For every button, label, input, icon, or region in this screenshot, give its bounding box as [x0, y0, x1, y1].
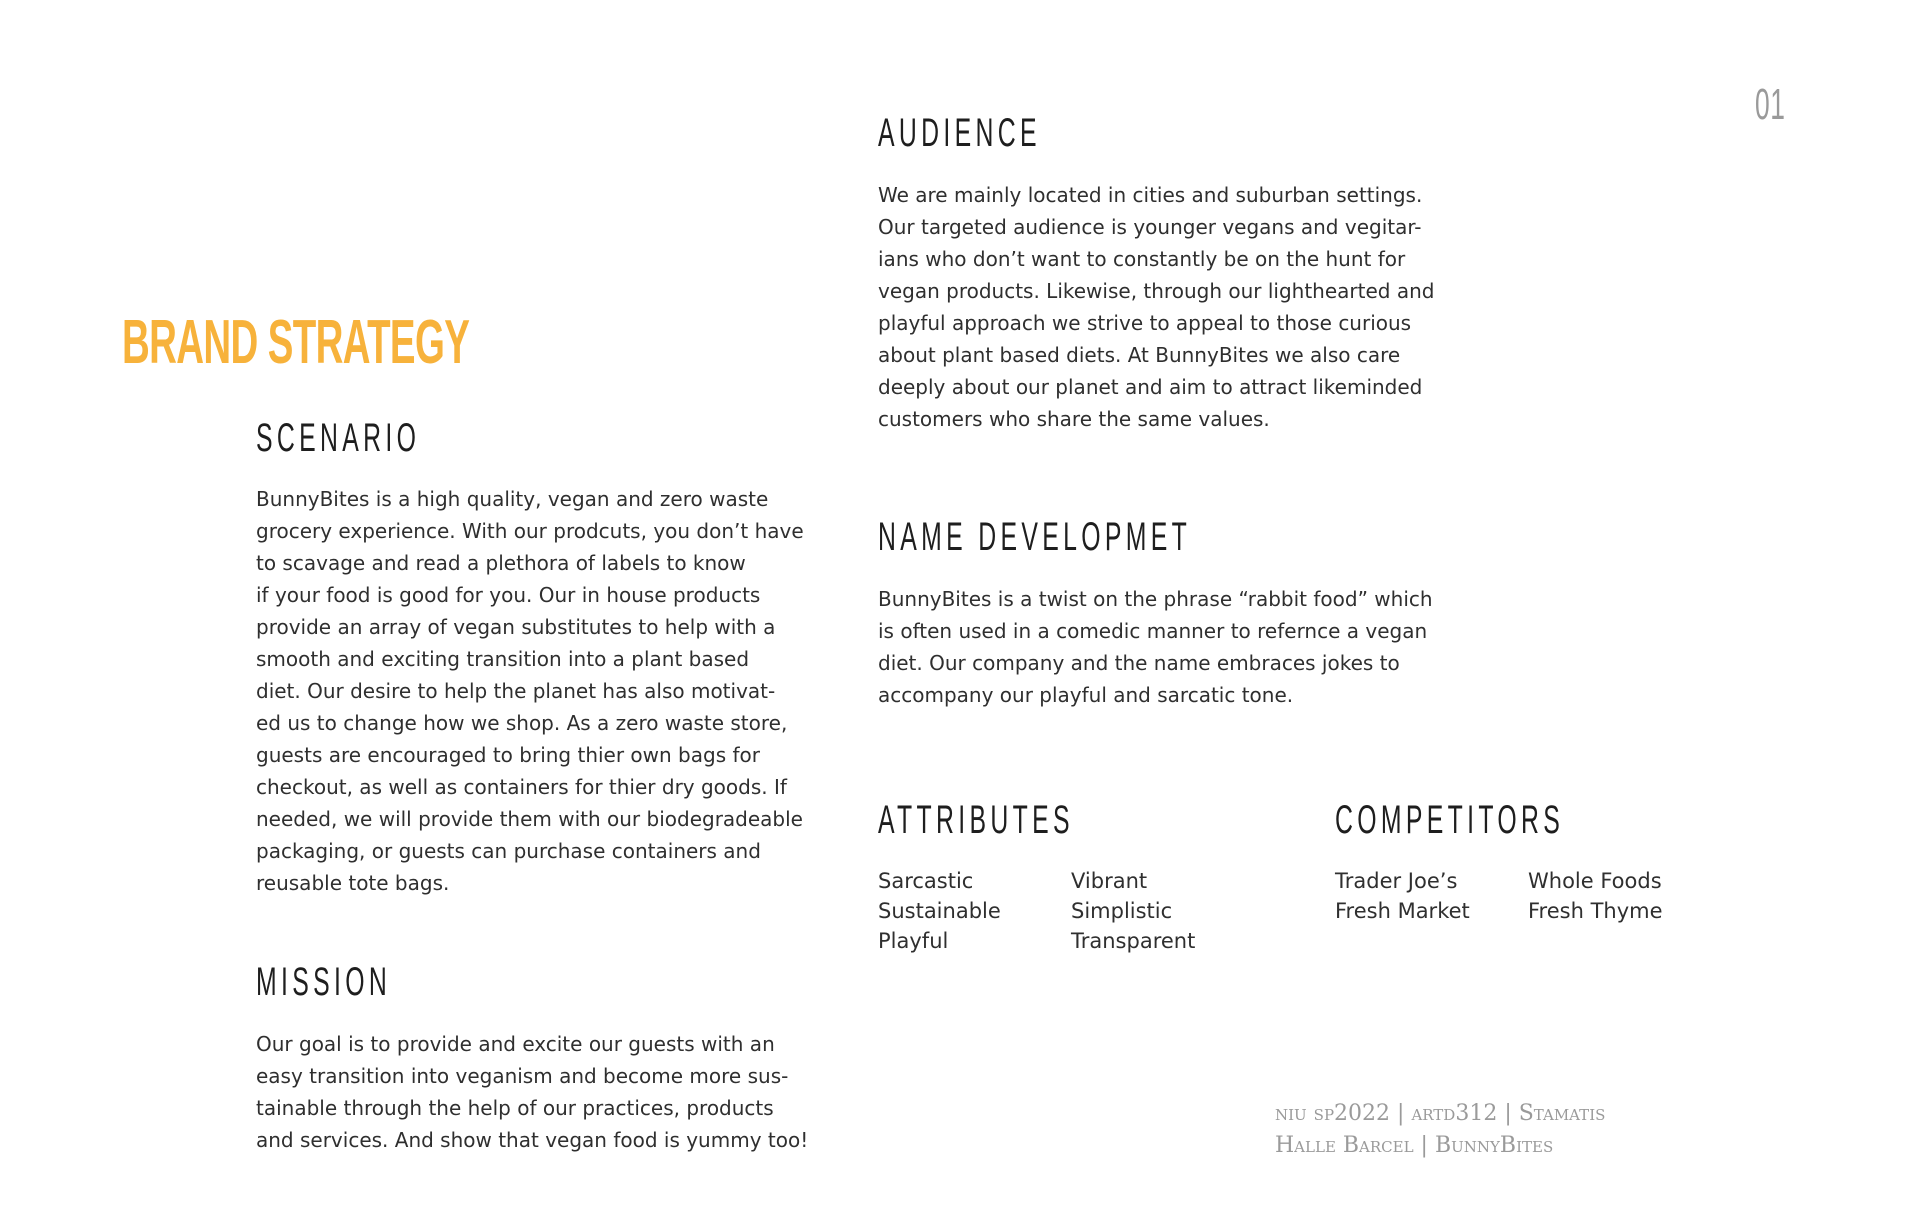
attribute-item: Simplistic: [1071, 899, 1173, 923]
page-title: BRAND STRATEGY: [122, 308, 470, 377]
attributes-list-column-2: [1071, 866, 1195, 956]
page-number: 01: [1755, 80, 1786, 129]
name-development-heading: NAME DEVELOPMET: [878, 515, 1192, 559]
footer-line-author: Halle Barcel | BunnyBites: [1275, 1133, 1554, 1158]
audience-heading: AUDIENCE: [878, 111, 1041, 155]
competitors-list-column-1: [1335, 866, 1470, 926]
attribute-item: Playful: [878, 929, 949, 953]
audience-text: We are mainly located in cities and suburban settings. Our targeted audience is younger vegans and vegitar- ians who don’t want to constantly be on the hunt for vegan products. Likewise, through our lighthearted and playful approach we strive to appeal to those curious about plant based diets. At BunnyBites we also care deeply about our planet and aim to attract likeminded customers who share the same values.: [878, 183, 1435, 431]
attributes-list-column-1: [878, 866, 1001, 956]
attribute-item: Transparent: [1071, 929, 1196, 953]
footer-credits: [1275, 1098, 1605, 1162]
scenario-heading: SCENARIO: [256, 416, 421, 460]
scenario-text: BunnyBites is a high quality, vegan and zero waste grocery experience. With our prodcuts, you don’t have to scavage and read a plethora of labels to know if your food is good for you. Our in house products provide an array of vegan substitutes to help with a smooth and exciting transition into a plant based diet. Our desire to help the planet has also motivat- ed us to change how we shop. As a zero waste store, guests are encouraged to bring thier own bags for checkout, as well as containers for thier dry goods. If needed, we will provide them with our biodegradeable packaging, or guests can purchase containers and reusable tote bags.: [256, 487, 804, 895]
competitor-item: Trader Joe’s: [1335, 869, 1458, 893]
footer-line-course: niu sp2022 | artd312 | Stamatis: [1275, 1101, 1606, 1126]
attribute-item: Sustainable: [878, 899, 1001, 923]
mission-text: Our goal is to provide and excite our guests with an easy transition into veganism and become more sus- tainable through the help of our practices, products and services. And show that vegan food is yummy too!: [256, 1032, 809, 1152]
competitor-item: Whole Foods: [1528, 869, 1662, 893]
competitors-heading: COMPETITORS: [1335, 798, 1565, 842]
competitors-list-column-2: [1528, 866, 1663, 926]
mission-heading: MISSION: [256, 960, 392, 1004]
name-development-text: BunnyBites is a twist on the phrase “rabbit food” which is often used in a comedic manner to refernce a vegan diet. Our company and the name embraces jokes to accompany our playful and sarcatic tone.: [878, 587, 1433, 707]
attributes-heading: ATTRIBUTES: [878, 798, 1074, 842]
attribute-item: Vibrant: [1071, 869, 1148, 893]
competitor-item: Fresh Thyme: [1528, 899, 1663, 923]
competitor-item: Fresh Market: [1335, 899, 1470, 923]
attribute-item: Sarcastic: [878, 869, 974, 893]
